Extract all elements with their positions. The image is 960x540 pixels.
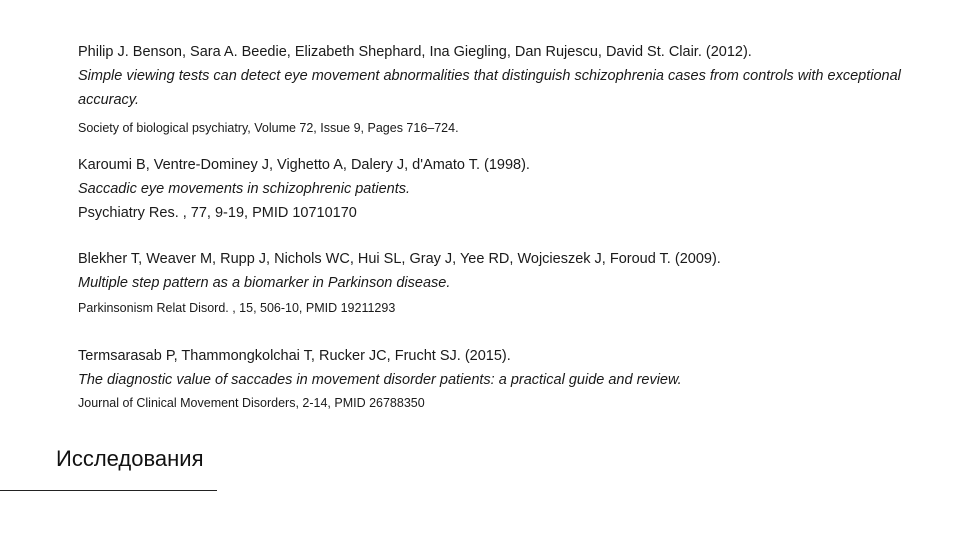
section-title: Исследования [56, 446, 204, 471]
reference-title: Multiple step pattern as a biomarker in Parkinson disease. [78, 275, 451, 291]
reference-source: Journal of Clinical Movement Disorders, 2-14, PMID 26788350 [78, 396, 425, 410]
reference-source: Psychiatry Res. , 77, 9-19, PMID 10710170 [78, 205, 357, 221]
reference-authors: Termsarasab P, Thammongkolchai T, Rucker JC, Frucht SJ. (2015). [78, 348, 511, 364]
reference-source: Parkinsonism Relat Disord. , 15, 506-10, PMID 19211293 [78, 301, 396, 315]
reference-title: Saccadic eye movements in schizophrenic patients. [78, 181, 411, 197]
reference-title: Simple viewing tests can detect eye movement abnormalities that distinguish schizophrenia cases from controls with exceptional accuracy. [78, 68, 901, 108]
reference-item [78, 40, 938, 144]
section-divider [0, 490, 217, 491]
reference-item [78, 153, 938, 225]
reference-authors: Karoumi B, Ventre-Dominey J, Vighetto A, Dalery J, d'Amato T. (1998). [78, 157, 530, 173]
reference-authors: Blekher T, Weaver M, Rupp J, Nichols WC, Hui SL, Gray J, Yee RD, Wojcieszek J, Foroud T. (2009). [78, 251, 721, 267]
reference-source: Society of biological psychiatry, Volume 72, Issue 9, Pages 716–724. [78, 121, 459, 135]
reference-title: The diagnostic value of saccades in movement disorder patients: a practical guide and review. [78, 372, 682, 388]
reference-authors: Philip J. Benson, Sara A. Beedie, Elizabeth Shephard, Ina Giegling, Dan Rujescu, David St. Clair. (2012). [78, 44, 752, 60]
reference-item [78, 247, 938, 321]
reference-item [78, 344, 938, 414]
